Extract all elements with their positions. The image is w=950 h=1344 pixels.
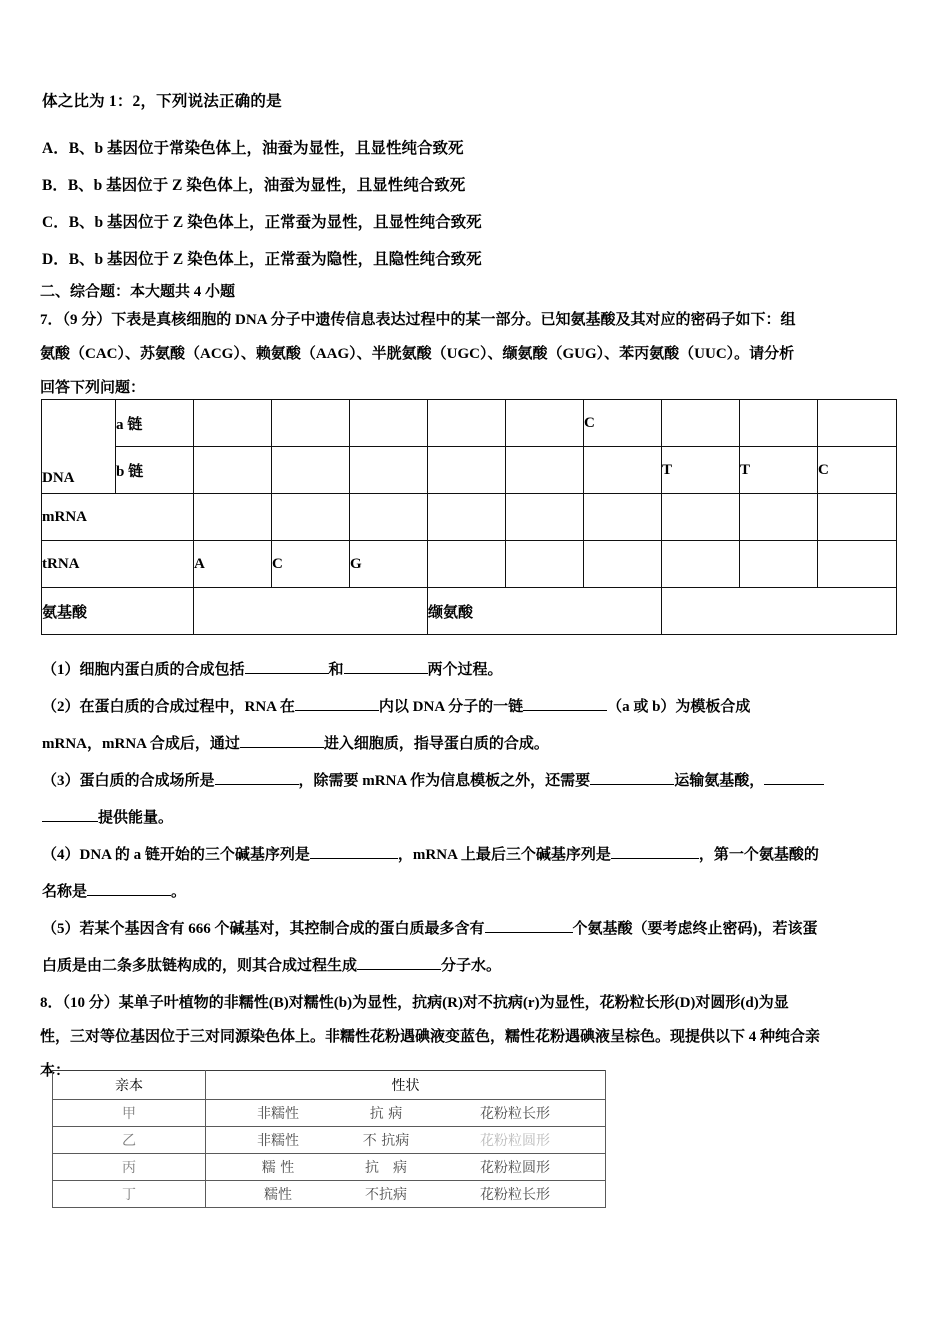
sub1-mid: 和 [328,662,344,678]
sub3-prefix: （3）蛋白质的合成场所是 [42,773,215,789]
parents-traits-table [52,1070,606,1208]
sub1-blank-2[interactable] [344,656,428,674]
trait-pollen-3: 花粉粒圆形 [480,1160,550,1176]
b-chain-cell-5 [506,447,584,494]
table-row-a-chain [42,400,897,447]
sub2-blank-2[interactable] [523,693,607,711]
question7-stem-line2 [40,337,920,371]
trna-cell-4 [428,541,506,588]
a-chain-cell-8 [740,400,818,447]
question7-stem-line2-text: 氨酸（CAC）、苏氨酸（ACG）、赖氨酸（AAG）、半胱氨酸（UGC）、缬氨酸（GUG）、苯丙氨酸（UUC）。请分析 [40,346,795,362]
a-chain-cell-1 [194,400,272,447]
trait-pollen-2: 花粉粒圆形 [480,1133,550,1149]
trna-cell-2: C [272,541,350,588]
amino-acid-cell-2: 缬氨酸 [428,588,662,635]
parents-header-row [53,1071,606,1100]
parent-traits-2 [206,1127,606,1154]
a-chain-cell-9 [818,400,897,447]
trait-glutinous-4: 糯性 [264,1187,292,1203]
b-chain-cell-1 [194,447,272,494]
mrna-cell-6 [584,494,662,541]
mrna-label: mRNA [42,494,194,541]
a-chain-label: a 链 [116,400,194,447]
question7-sub2-line1 [42,690,750,724]
sub2-prefix: （2）在蛋白质的合成过程中，RNA 在 [42,699,295,715]
trna-label: tRNA [42,541,194,588]
question7-sub2-line2 [42,727,549,761]
question6-stem-tail: 体之比为 1：2，下列说法正确的是 [42,93,282,110]
table-row-amino-acid [42,588,897,635]
question7-sub3-line2 [42,801,173,835]
b-chain-cell-9: C [818,447,897,494]
trait-disease-3: 抗 病 [365,1160,407,1176]
sub3-mid1: ，除需要 mRNA 作为信息模板之外，还需要 [298,773,591,789]
question7-stem-line1: 下表是真核细胞的 DNA 分子中遗传信息表达过程中的某一部分。已知氨基酸及其对应的密码子如下：组 [111,312,796,328]
sub1-blank-1[interactable] [245,656,329,674]
parent-traits-3 [206,1154,606,1181]
amino-acid-cell-1 [194,588,428,635]
b-chain-cell-3 [350,447,428,494]
question7-sub3-line1 [42,764,824,798]
sub4-prefix: （4）DNA 的 a 链开始的三个碱基序列是 [42,847,310,863]
sub4-line2-suffix: 。 [171,884,187,900]
parent-name-3: 丙 [53,1154,206,1181]
sub5-line2-prefix: 白质是由二条多肽链构成的，则其合成过程生成 [42,958,358,974]
sub2-line2-suffix: 进入细胞质，指导蛋白质的合成。 [323,736,549,752]
trna-cell-6 [584,541,662,588]
question7-sub4-line2 [42,875,186,909]
mrna-cell-4 [428,494,506,541]
sub5-line2-suffix: 分子水。 [441,958,502,974]
question7-sub5-line2 [42,949,501,983]
sub4-mid1: ，mRNA 上最后三个碱基序列是 [397,847,611,863]
option-d: D．B、b 基因位于 Z 染色体上，正常蚕为隐性，且隐性纯合致死 [42,251,482,268]
b-chain-cell-2 [272,447,350,494]
trait-disease-1: 抗 病 [369,1106,403,1122]
parent-traits-1 [206,1100,606,1127]
a-chain-cell-6: C [584,400,662,447]
sub5-mid1: 个氨基酸（要考虑终止密码)，若该蛋 [572,921,818,937]
table-row [53,1154,606,1181]
trait-disease-4: 不抗病 [365,1187,407,1203]
parent-name-4: 丁 [53,1181,206,1208]
trna-cell-7 [662,541,740,588]
sub2-mid1: 内以 DNA 分子的一链 [378,699,524,715]
question7-sub4-line1 [42,838,819,872]
table-row [53,1100,606,1127]
section-2-heading: 二、综合题：本大题共 4 小题 [40,284,236,300]
trna-cell-1: A [194,541,272,588]
mrna-cell-2 [272,494,350,541]
parent-name-1: 甲 [53,1100,206,1127]
parent-name-2: 乙 [53,1127,206,1154]
sub2-blank-1[interactable] [295,693,379,711]
question8-stem-line1 [40,986,925,1020]
sub2-mid2: （a 或 b）为模板合成 [607,699,751,715]
b-chain-cell-7: T [662,447,740,494]
sub5-blank-2[interactable] [357,952,441,970]
table-row-trna [42,541,897,588]
sub2-blank-3[interactable] [240,730,324,748]
sub3-blank-1[interactable] [215,767,299,785]
sub4-blank-3[interactable] [87,878,171,896]
sub5-prefix: （5）若某个基因含有 666 个碱基对，其控制合成的蛋白质最多含有 [42,921,485,937]
sub3-blank-3a[interactable] [764,767,824,785]
mrna-cell-7 [662,494,740,541]
trna-cell-3: G [350,541,428,588]
amino-acid-label: 氨基酸 [42,588,194,635]
dna-label: DNA [42,400,116,494]
a-chain-cell-4 [428,400,506,447]
trait-glutinous-1: 非糯性 [257,1106,299,1122]
sub1-prefix: （1）细胞内蛋白质的合成包括 [42,662,245,678]
trait-disease-2: 不 抗病 [362,1133,410,1149]
mrna-cell-9 [818,494,897,541]
dna-expression-table [41,399,897,635]
trait-pollen-4: 花粉粒长形 [480,1187,550,1203]
parent-traits-4 [206,1181,606,1208]
question7-sub1 [42,653,503,687]
sub4-line2-prefix: 名称是 [42,884,88,900]
trna-cell-9 [818,541,897,588]
question7-number: 7． [40,312,63,328]
table-row-b-chain [42,447,897,494]
trna-cell-8 [740,541,818,588]
trna-cell-5 [506,541,584,588]
mrna-cell-1 [194,494,272,541]
question8-stem-line2 [40,1020,930,1054]
a-chain-cell-2 [272,400,350,447]
mrna-cell-3 [350,494,428,541]
table-row [53,1127,606,1154]
sub4-blank-1[interactable] [310,841,398,859]
table-row-mrna [42,494,897,541]
mrna-cell-8 [740,494,818,541]
question7-stem-line3-text: 回答下列问题： [40,380,146,396]
a-chain-cell-3 [350,400,428,447]
question8-number: 8． [40,995,63,1011]
question7-stem [40,303,915,337]
sub3-blank-2[interactable] [590,767,674,785]
question7-sub5-line1 [42,912,818,946]
a-chain-cell-7 [662,400,740,447]
sub4-blank-2[interactable] [611,841,699,859]
mrna-cell-5 [506,494,584,541]
sub3-mid2: 运输氨基酸， [674,773,765,789]
option-b: B．B、b 基因位于 Z 染色体上，油蚕为显性，且显性纯合致死 [42,177,466,194]
b-chain-label: b 链 [116,447,194,494]
option-a: A．B、b 基因位于常染色体上，油蚕为显性，且显性纯合致死 [42,140,464,157]
question8-stem-line2-text: 性，三对等位基因位于三对同源染色体上。非糯性花粉遇碘液变蓝色，糯性花粉遇碘液呈棕色。现提供以下 4 种纯合亲 [40,1029,821,1045]
sub3-line2-suffix: 提供能量。 [98,810,174,826]
parents-header-trait: 性状 [206,1071,606,1100]
option-c: C．B、b 基因位于 Z 染色体上，正常蚕为显性，且显性纯合致死 [42,214,482,231]
trait-glutinous-2: 非糯性 [257,1133,299,1149]
sub4-mid2: ，第一个氨基酸的 [698,847,819,863]
question8-stem-line3-text: 本： [40,1063,71,1079]
question8-score: （10 分） [62,995,119,1011]
amino-acid-cell-3 [662,588,897,635]
sub3-blank-3b[interactable] [42,804,98,822]
sub1-suffix: 两个过程。 [427,662,503,678]
question7-score: （9 分） [62,312,112,328]
b-chain-cell-6 [584,447,662,494]
question8-stem-line1-text: 某单子叶植物的非糯性(B)对糯性(b)为显性，抗病(R)对不抗病(r)为显性，花粉粒长形(D)对圆形(d)为显 [118,995,789,1011]
b-chain-cell-4 [428,447,506,494]
b-chain-cell-8: T [740,447,818,494]
a-chain-cell-5 [506,400,584,447]
sub5-blank-1[interactable] [485,915,573,933]
table-row [53,1181,606,1208]
parents-header-parent: 亲本 [53,1071,206,1100]
trait-glutinous-3: 糯 性 [261,1160,295,1176]
sub2-line2-prefix: mRNA，mRNA 合成后，通过 [42,736,240,752]
trait-pollen-1: 花粉粒长形 [480,1106,550,1122]
